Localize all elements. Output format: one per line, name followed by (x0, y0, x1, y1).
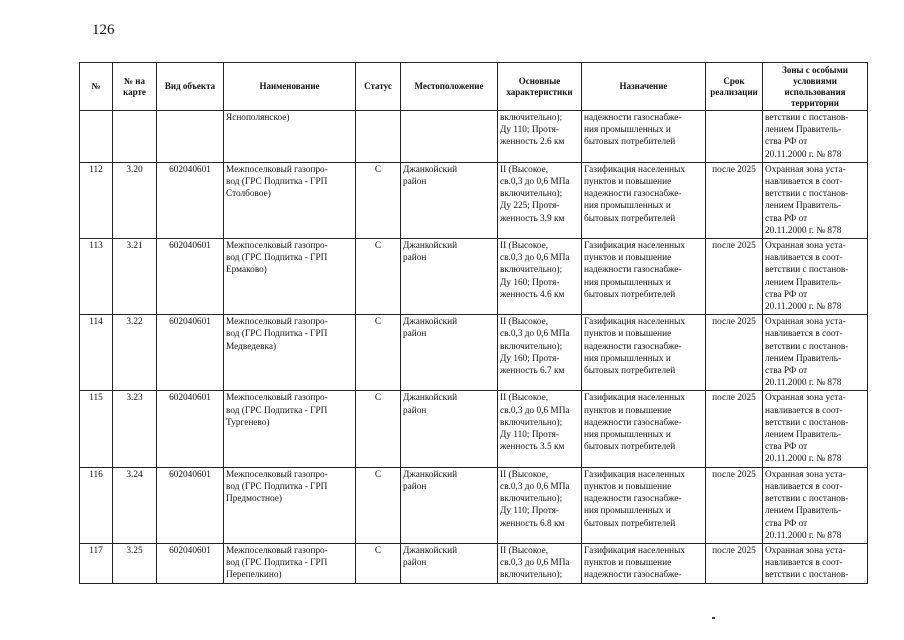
cell-num: 115 (80, 391, 113, 467)
cell-name: Яснополянское) (224, 111, 356, 163)
cell-status: С (356, 239, 401, 315)
header-location: Местоположение (401, 63, 498, 111)
scan-mark (712, 617, 715, 619)
cell-num: 116 (80, 467, 113, 543)
cell-location: Джанкойский район (401, 315, 498, 391)
cell-purpose: Газификация населенных пунктов и повышение надежности газоснабже- ния промышленных и бытовых потребителей (582, 467, 706, 543)
cell-name: Межпоселковый газопро- вод (ГРС Подпитка - ГРП Предмостное) (224, 467, 356, 543)
cell-name: Межпоселковый газопро- вод (ГРС Подпитка - ГРП Ермаково) (224, 239, 356, 315)
cell-map-num: 3.22 (113, 315, 157, 391)
cell-location: Джанкойский район (401, 391, 498, 467)
cell-term: после 2025 (706, 467, 763, 543)
header-characteristics: Основные характеристики (498, 63, 582, 111)
table-row-continued (80, 111, 868, 163)
table-row (80, 467, 868, 543)
header-num: № (80, 63, 113, 111)
cell-location: Джанкойский район (401, 543, 498, 583)
cell-characteristics: II (Высокое, св.0,3 до 0,6 МПа включительно); Ду 225; Протя- женность 3.9 км (498, 162, 582, 238)
cell-status: С (356, 543, 401, 583)
cell-object-type: 602040601 (157, 239, 224, 315)
cell-map-num: 3.20 (113, 162, 157, 238)
cell-zones: Охранная зона уста- навливается в соот- ветствии с постанов- лением Правитель- ства РФ от 20.11.2000 г. № 878 (763, 162, 868, 238)
cell-object-type: 602040601 (157, 315, 224, 391)
cell-name: Межпоселковый газопро- вод (ГРС Подпитка - ГРП Столбовое) (224, 162, 356, 238)
cell-term: после 2025 (706, 543, 763, 583)
cell-term: после 2025 (706, 391, 763, 467)
table-row (80, 391, 868, 467)
cell-map-num: 3.24 (113, 467, 157, 543)
header-purpose: Назначение (582, 63, 706, 111)
cell-num (80, 111, 113, 163)
gas-pipeline-table (79, 62, 868, 584)
table-row (80, 543, 868, 583)
cell-purpose: Газификация населенных пунктов и повышение надежности газоснабже- ния промышленных и бытовых потребителей (582, 162, 706, 238)
cell-purpose: Газификация населенных пунктов и повышение надежности газоснабже- ния промышленных и бытовых потребителей (582, 391, 706, 467)
cell-zones: Охранная зона уста- навливается в соот- ветствии с постанов- (763, 543, 868, 583)
cell-map-num: 3.25 (113, 543, 157, 583)
cell-zones: ветствии с постанов- лением Правитель- ства РФ от 20.11.2000 г. № 878 (763, 111, 868, 163)
table-row (80, 239, 868, 315)
cell-purpose: Газификация населенных пунктов и повышение надежности газоснабже- (582, 543, 706, 583)
cell-characteristics: II (Высокое, св.0,3 до 0,6 МПа включительно); (498, 543, 582, 583)
cell-num: 113 (80, 239, 113, 315)
cell-status: С (356, 315, 401, 391)
header-term: Срок реализации (706, 63, 763, 111)
cell-characteristics: II (Высокое, св.0,3 до 0,6 МПа включительно); Ду 110; Протя- женность 6.8 км (498, 467, 582, 543)
cell-zones: Охранная зона уста- навливается в соот- ветствии с постанов- лением Правитель- ства РФ от 20.11.2000 г. № 878 (763, 467, 868, 543)
cell-characteristics: II (Высокое, св.0,3 до 0,6 МПа включительно); Ду 110; Протя- женность 3.5 км (498, 391, 582, 467)
cell-location: Джанкойский район (401, 239, 498, 315)
cell-status (356, 111, 401, 163)
cell-term: после 2025 (706, 239, 763, 315)
cell-map-num: 3.23 (113, 391, 157, 467)
cell-purpose: Газификация населенных пунктов и повышение надежности газоснабже- ния промышленных и бытовых потребителей (582, 315, 706, 391)
cell-num: 112 (80, 162, 113, 238)
cell-characteristics: II (Высокое, св.0,3 до 0,6 МПа включительно); Ду 160; Протя- женность 6.7 км (498, 315, 582, 391)
cell-characteristics: включительно); Ду 110; Протя- женность 2.6 км (498, 111, 582, 163)
header-status: Статус (356, 63, 401, 111)
cell-location (401, 111, 498, 163)
cell-num: 114 (80, 315, 113, 391)
cell-object-type (157, 111, 224, 163)
cell-zones: Охранная зона уста- навливается в соот- ветствии с постанов- лением Правитель- ства РФ от 20.11.2000 г. № 878 (763, 315, 868, 391)
cell-status: С (356, 391, 401, 467)
table-row (80, 315, 868, 391)
cell-name: Межпоселковый газопро- вод (ГРС Подпитка - ГРП Медведевка) (224, 315, 356, 391)
table-row (80, 162, 868, 238)
cell-map-num: 3.21 (113, 239, 157, 315)
cell-term: после 2025 (706, 315, 763, 391)
cell-location: Джанкойский район (401, 162, 498, 238)
cell-location: Джанкойский район (401, 467, 498, 543)
cell-name: Межпоселковый газопро- вод (ГРС Подпитка - ГРП Перепелкино) (224, 543, 356, 583)
page-number: 126 (92, 22, 115, 38)
header-map-num: № на карте (113, 63, 157, 111)
cell-term (706, 111, 763, 163)
cell-object-type: 602040601 (157, 543, 224, 583)
cell-characteristics: II (Высокое, св.0,3 до 0,6 МПа включительно); Ду 160; Протя- женность 4.6 км (498, 239, 582, 315)
header-object-type: Вид объекта (157, 63, 224, 111)
cell-name: Межпоселковый газопро- вод (ГРС Подпитка - ГРП Тургенево) (224, 391, 356, 467)
cell-status: С (356, 162, 401, 238)
cell-zones: Охранная зона уста- навливается в соот- ветствии с постанов- лением Правитель- ства РФ от 20.11.2000 г. № 878 (763, 239, 868, 315)
header-name: Наименование (224, 63, 356, 111)
header-zones: Зоны с особыми условиями использования территории (763, 63, 868, 111)
cell-object-type: 602040601 (157, 467, 224, 543)
cell-purpose: Газификация населенных пунктов и повышение надежности газоснабже- ния промышленных и бытовых потребителей (582, 239, 706, 315)
cell-map-num (113, 111, 157, 163)
cell-object-type: 602040601 (157, 162, 224, 238)
cell-num: 117 (80, 543, 113, 583)
cell-purpose: надежности газоснабже- ния промышленных и бытовых потребителей (582, 111, 706, 163)
table-header-row (80, 63, 868, 111)
cell-zones: Охранная зона уста- навливается в соот- ветствии с постанов- лением Правитель- ства РФ от 20.11.2000 г. № 878 (763, 391, 868, 467)
cell-status: С (356, 467, 401, 543)
cell-term: после 2025 (706, 162, 763, 238)
cell-object-type: 602040601 (157, 391, 224, 467)
